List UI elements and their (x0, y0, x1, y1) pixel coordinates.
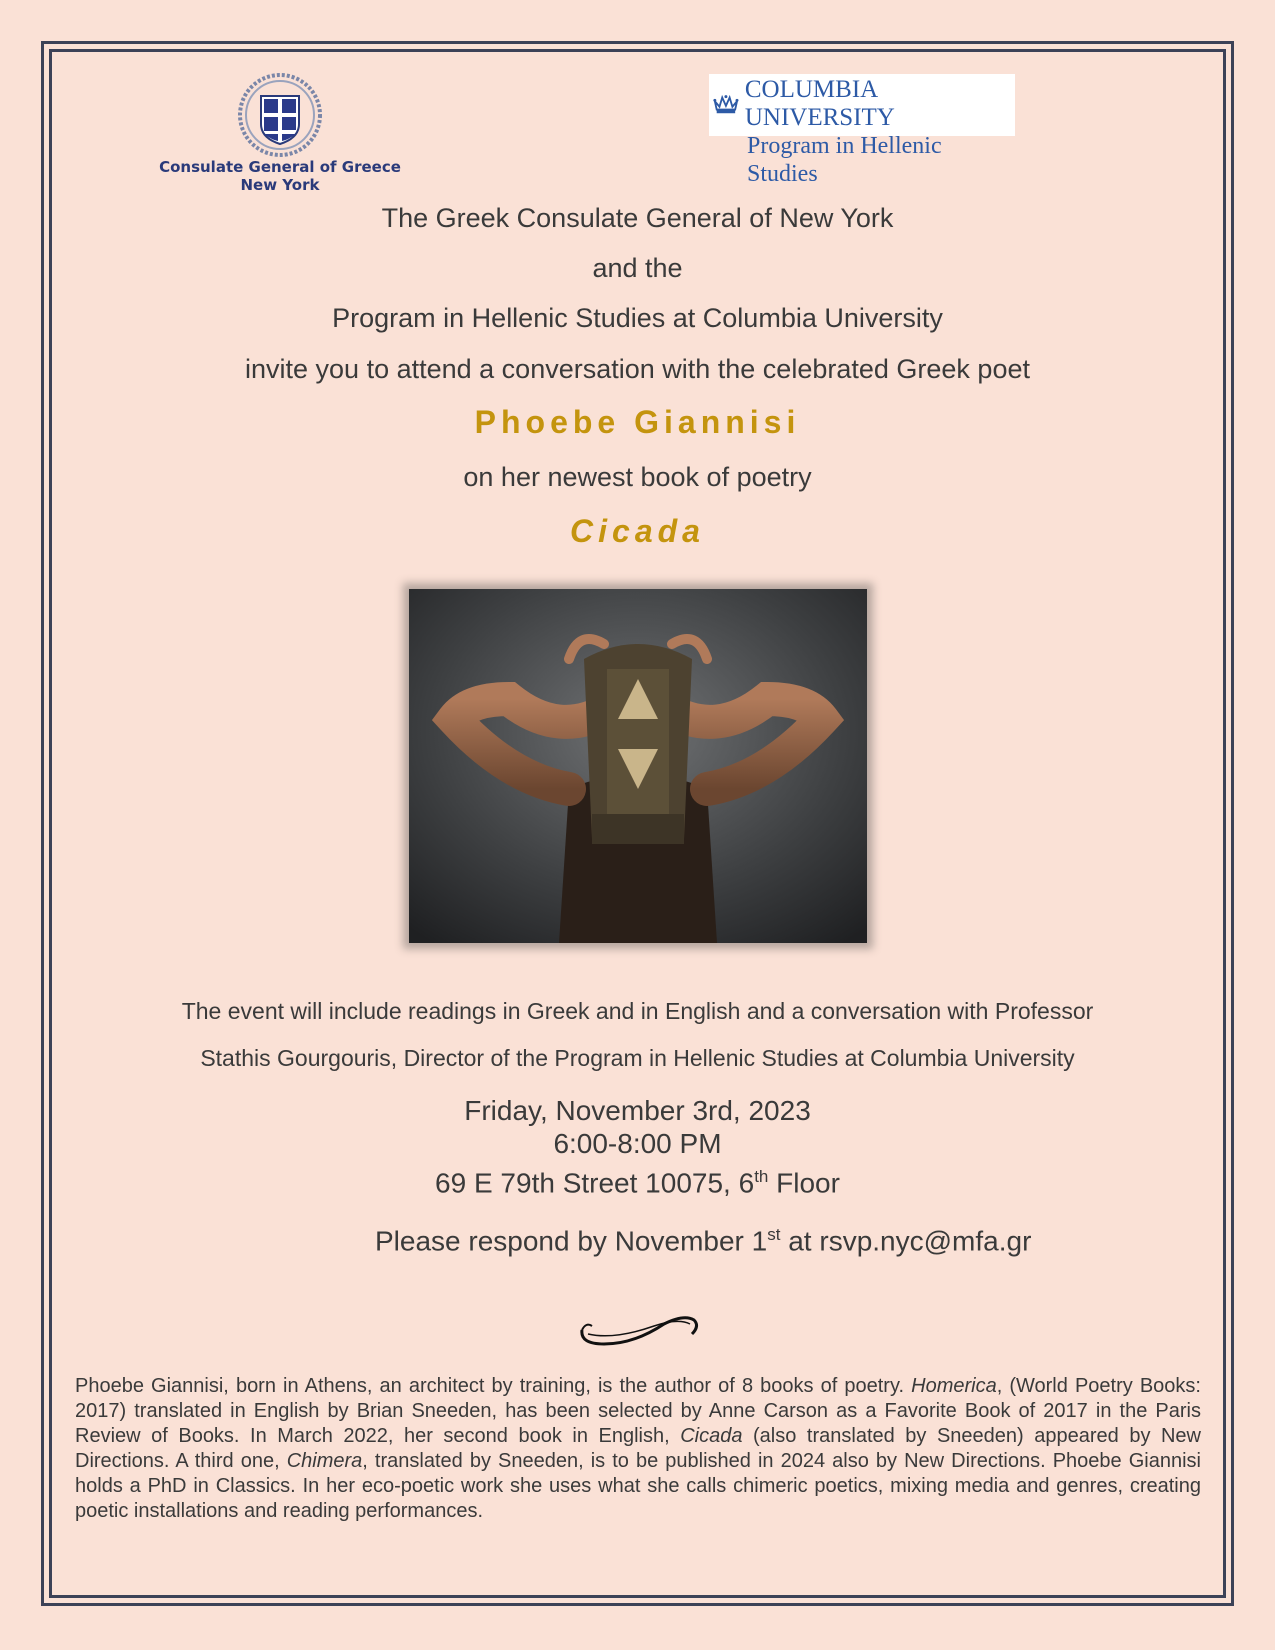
invitation-line-1: The Greek Consulate General of New York (381, 203, 894, 233)
invitation-line-3: Program in Hellenic Studies at Columbia University (332, 303, 943, 333)
event-description-line-2: Stathis Gourgouris, Director of the Program in Hellenic Studies at Columbia University (200, 1045, 1075, 1071)
event-address-main: 69 E 79th Street 10075, 6 (435, 1167, 755, 1199)
poet-biography (75, 1374, 1201, 1524)
poet-name: Phoebe Giannisi (474, 404, 801, 440)
book-title: Cicada (570, 513, 705, 549)
event-address-end: Floor (768, 1167, 840, 1199)
rsvp-main: Please respond by November 1 (375, 1225, 768, 1257)
poet-photo (409, 589, 867, 943)
bio-text-2: , (World Poetry Books: 2017) translated in English by Brian Sneeden, has been selected by Anne Carson as a Favorite Book of 2017 in the Paris Review of Books. In March 2022, her second book in English, (75, 1375, 1201, 1447)
bio-title-cicada: Cicada (680, 1425, 743, 1447)
event-date: Friday, November 3rd, 2023 (464, 1095, 811, 1126)
flourish-divider-icon (574, 1310, 700, 1350)
rsvp-sup: st (767, 1225, 781, 1244)
bio-title-homerica: Homerica (911, 1375, 997, 1397)
event-address (0, 1160, 1275, 1199)
event-address-sup: th (754, 1167, 769, 1186)
columbia-program-name: Program in Hellenic Studies (747, 133, 942, 187)
event-description-line-1: The event will include readings in Greek and in English and a conversation with Professor (181, 998, 1094, 1024)
bio-text-1: Phoebe Giannisi, born in Athens, an architect by training, is the author of 8 books of poetry. (75, 1375, 912, 1397)
invitation-line-5: on her newest book of poetry (463, 462, 812, 492)
bio-title-chimera: Chimera (286, 1450, 363, 1472)
event-time: 6:00-8:00 PM (553, 1128, 722, 1159)
rsvp-line (375, 1225, 1031, 1257)
rsvp-end: at rsvp.nyc@mfa.gr (780, 1225, 1032, 1257)
bio-text-4: , translated by Sneeden, is to be published in 2024 also by New Directions. Phoebe Giannisi holds a PhD in Classics. In her eco-poetic work she uses what she calls chimeric poetics, mixing media and genres, creating poetic installations and reading performances. (75, 1450, 1201, 1522)
invitation-line-4: invite you to attend a conversation with the celebrated Greek poet (245, 354, 1030, 384)
consulate-name-line2: New York (240, 176, 320, 194)
consulate-name-line1: Consulate General of Greece (159, 158, 401, 176)
columbia-university-name: COLUMBIA UNIVERSITY (744, 76, 895, 131)
greek-coat-of-arms-icon (237, 72, 323, 158)
invitation-line-2: and the (592, 253, 683, 283)
crown-icon (713, 93, 739, 115)
bio-text-3: (also translated by Sneeden) appeared by New Directions. A third one, (75, 1425, 1201, 1472)
consulate-logo (150, 72, 410, 194)
columbia-logo (709, 74, 1015, 187)
